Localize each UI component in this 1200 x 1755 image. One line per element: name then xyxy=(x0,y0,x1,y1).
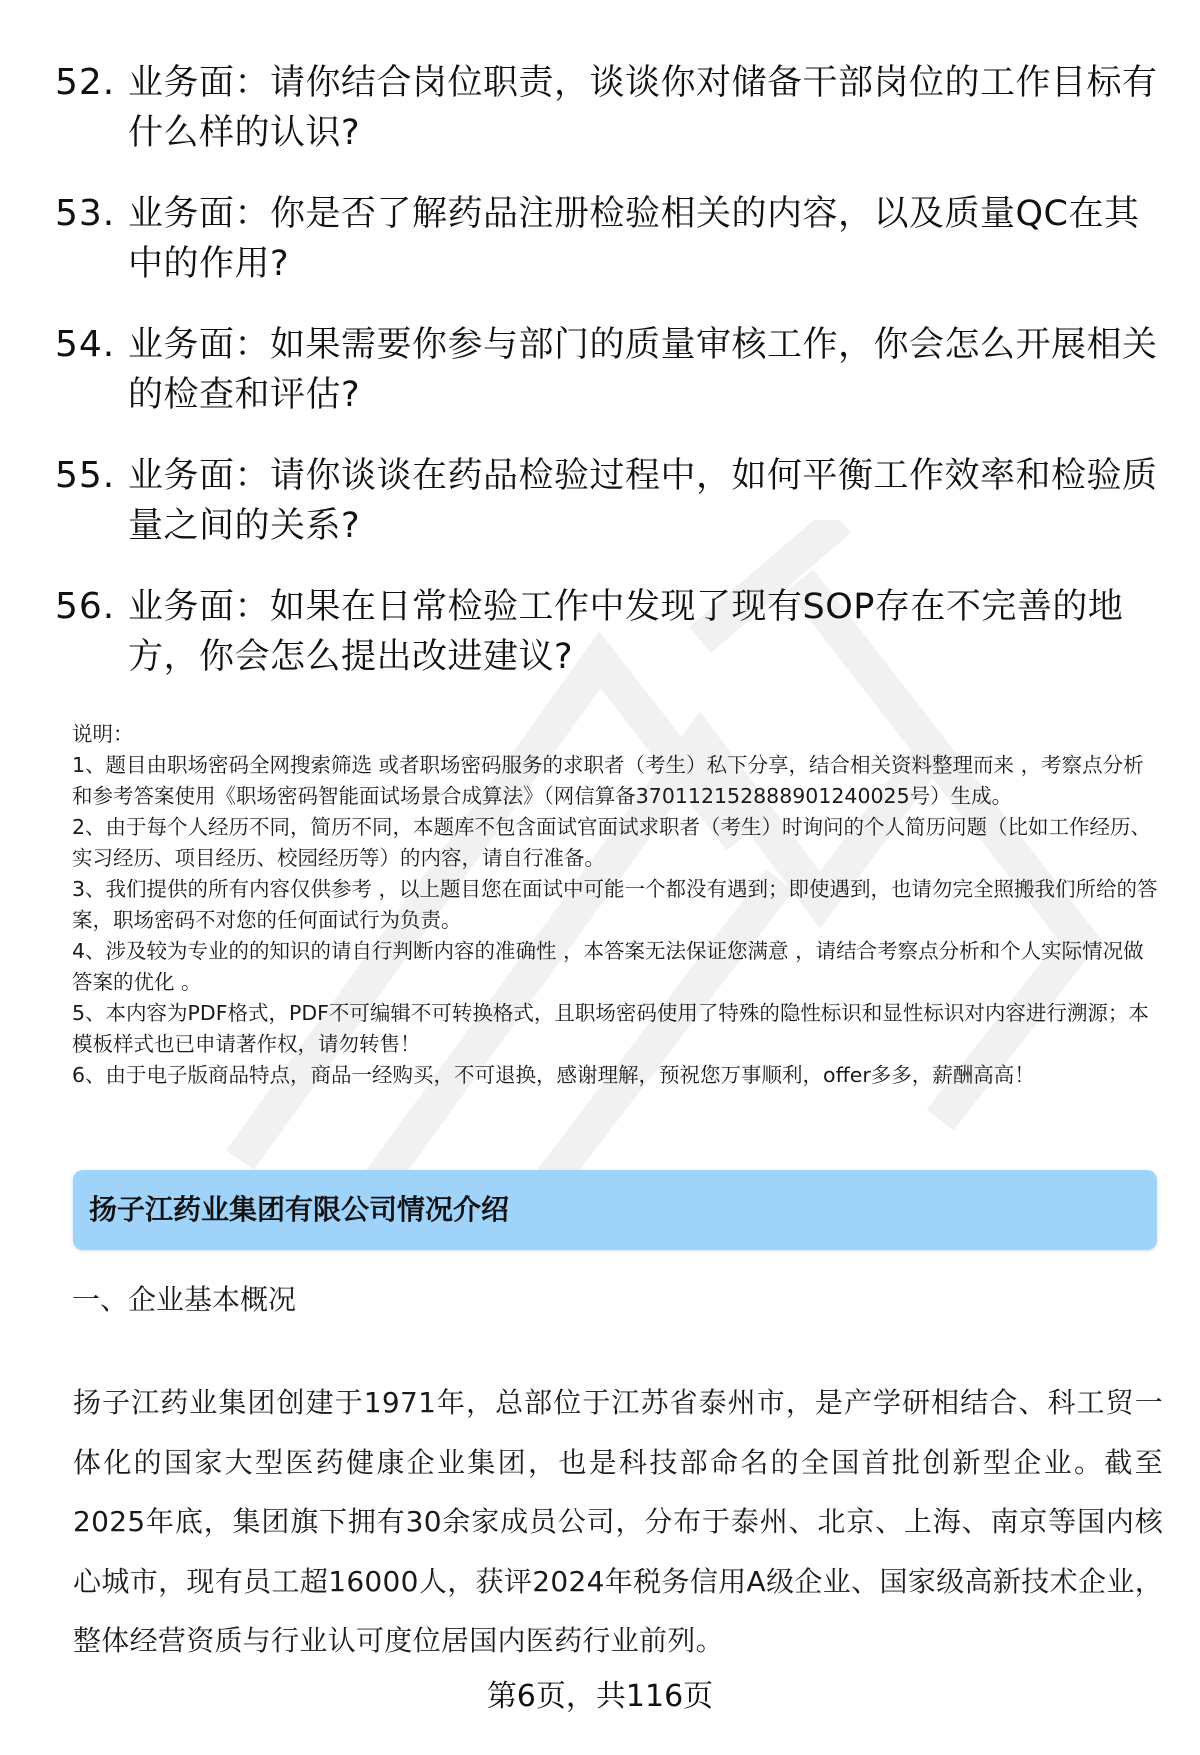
question-number: 56. xyxy=(55,586,116,627)
question-text: 业务面：如果在日常检验工作中发现了现有SOP存在不完善的地方，你会怎么提出改进建议? xyxy=(128,587,1124,677)
question-text: 业务面：请你谈谈在药品检验过程中，如何平衡工作效率和检验质量之间的关系? xyxy=(128,456,1158,546)
notes-title: 说明： xyxy=(72,722,134,746)
question-text: 业务面：请你结合岗位职责，谈谈你对储备干部岗位的工作目标有什么样的认识? xyxy=(128,63,1158,153)
section-heading: 一、企业基本概况 xyxy=(72,1283,297,1316)
question-number: 52. xyxy=(55,62,116,103)
disclaimer-notes xyxy=(72,719,1160,1091)
note-item: 1、题目由职场密码全网搜索筛选 或者职场密码服务的求职者（考生）私下分享，结合相关资料整理而来 ，考察点分析和参考答案使用《职场密码智能面试场景合成算法》（网信算备370112152888901240025号）生成。 xyxy=(72,753,1144,808)
question-number: 53. xyxy=(55,193,116,234)
company-section-banner xyxy=(73,1170,1157,1250)
note-item: 2、由于每个人经历不同，简历不同，本题库不包含面试官面试求职者（考生）时询问的个人简历问题（比如工作经历、实习经历、项目经历、校园经历等）的内容，请自行准备。 xyxy=(72,815,1152,870)
page-number: 第6页，共116页 xyxy=(486,1679,714,1714)
question-item xyxy=(0,451,1200,582)
question-item xyxy=(0,320,1200,451)
company-overview-paragraph: 扬子江药业集团创建于1971年，总部位于江苏省泰州市，是产学研相结合、科工贸一体化的国家大型医药健康企业集团，也是科技部命名的全国首批创新型企业。截至2025年底，集团旗下拥有30余家成员公司，分布于泰州、北京、上海、南京等国内核心城市，现有员工超16000人，获评2024年税务信用A级企业、国家级高新技术企业，整体经营资质与行业认可度位居国内医药行业前列。 xyxy=(73,1386,1163,1657)
note-item: 6、由于电子版商品特点，商品一经购买，不可退换，感谢理解，预祝您万事顺利，offer多多，薪酬高高！ xyxy=(72,1063,1035,1087)
question-number: 55. xyxy=(55,455,116,496)
question-text: 业务面：如果需要你参与部门的质量审核工作，你会怎么开展相关的检查和评估? xyxy=(128,325,1158,415)
question-item xyxy=(0,189,1200,320)
question-text: 业务面：你是否了解药品注册检验相关的内容，以及质量QC在其中的作用? xyxy=(128,194,1140,284)
note-item: 4、涉及较为专业的的知识的请自行判断内容的准确性 ，本答案无法保证您满意 ，请结合考察点分析和个人实际情况做答案的优化 。 xyxy=(72,939,1144,994)
note-item: 3、我们提供的所有内容仅供参考 ，以上题目您在面试中可能一个都没有遇到；即使遇到，也请勿完全照搬我们所给的答案，职场密码不对您的任何面试行为负责。 xyxy=(72,877,1158,932)
question-item xyxy=(0,58,1200,189)
banner-title: 扬子江药业集团有限公司情况介绍 xyxy=(89,1193,510,1226)
question-item xyxy=(0,582,1200,713)
note-item: 5、本内容为PDF格式，PDF不可编辑不可转换格式，且职场密码使用了特殊的隐性标识和显性标识对内容进行溯源；本模板样式也已申请著作权，请勿转售！ xyxy=(72,1001,1149,1056)
question-number: 54. xyxy=(55,324,116,365)
question-list xyxy=(0,58,1200,713)
